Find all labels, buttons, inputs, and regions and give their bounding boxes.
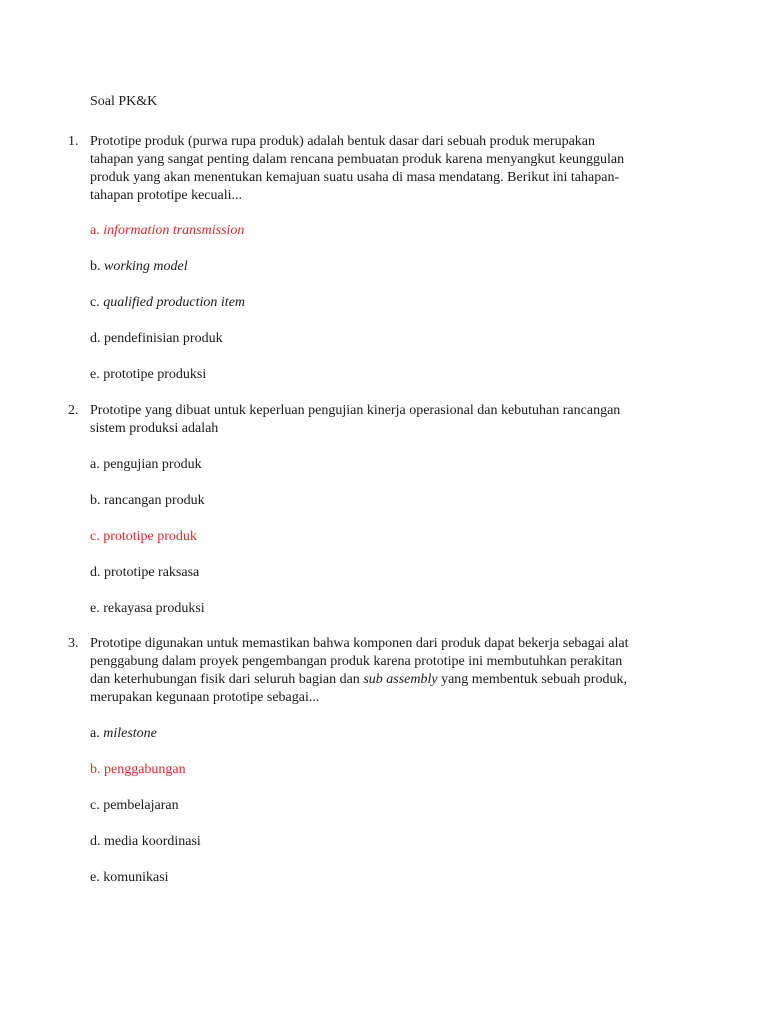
option-letter: b. <box>90 493 101 508</box>
option-text: milestone <box>103 726 157 741</box>
question-1-option-a <box>90 222 244 240</box>
question-3-option-d <box>90 833 201 851</box>
option-letter: c. <box>90 529 100 544</box>
question-2-option-d <box>90 564 199 582</box>
option-letter: d. <box>90 331 101 346</box>
question-1-line: Prototipe produk (purwa rupa produk) adalah bentuk dasar dari sebuah produk merupakan <box>90 134 596 149</box>
question-3-option-c <box>90 797 179 815</box>
option-letter: a. <box>90 726 100 741</box>
option-text: media koordinasi <box>104 834 201 849</box>
question-2-text <box>90 402 680 438</box>
option-letter: b. <box>90 259 101 274</box>
option-letter: e. <box>90 367 100 382</box>
question-1-option-b <box>90 258 188 276</box>
question-3-text <box>90 635 680 707</box>
option-text: rekayasa produksi <box>103 601 205 616</box>
option-letter: d. <box>90 565 101 580</box>
question-2-option-a <box>90 456 202 474</box>
option-text: working model <box>104 259 188 274</box>
question-1-option-c <box>90 294 245 312</box>
option-letter: a. <box>90 223 100 238</box>
question-2-line: Prototipe yang dibuat untuk keperluan pengujian kinerja operasional dan kebutuhan rancangan <box>90 403 621 418</box>
question-2-option-c <box>90 528 197 546</box>
document-title: Soal PK&K <box>90 94 158 109</box>
option-text: prototipe produksi <box>103 367 207 382</box>
option-letter: e. <box>90 601 100 616</box>
question-2-option-b <box>90 492 205 510</box>
question-3-line-part: dan keterhubungan fisik dari seluruh bagian dan <box>90 672 364 687</box>
question-3-italic-term: sub assembly <box>363 672 438 687</box>
option-text: komunikasi <box>103 870 169 885</box>
question-1-number: 1. <box>68 134 79 149</box>
question-3-line-part: yang membentuk sebuah produk, <box>437 672 627 687</box>
option-letter: b. <box>90 762 101 777</box>
option-text: pembelajaran <box>103 798 179 813</box>
option-text: information transmission <box>103 223 245 238</box>
option-letter: c. <box>90 798 100 813</box>
option-text: pengujian produk <box>103 457 202 472</box>
option-text: prototipe raksasa <box>104 565 200 580</box>
question-1-text <box>90 133 680 205</box>
option-letter: e. <box>90 870 100 885</box>
option-text: rancangan produk <box>104 493 205 508</box>
option-letter: c. <box>90 295 100 310</box>
question-3-line: Prototipe digunakan untuk memastikan bahwa komponen dari produk dapat bekerja sebagai alat <box>90 636 629 651</box>
question-1-line: produk yang akan menentukan kemajuan suatu usaha di masa mendatang. Berikut ini tahapan- <box>90 170 620 185</box>
option-text: qualified production item <box>103 295 246 310</box>
question-3-option-a <box>90 725 157 743</box>
option-text: penggabungan <box>104 762 186 777</box>
option-text: prototipe produk <box>103 529 197 544</box>
option-letter: a. <box>90 457 100 472</box>
question-2-option-e <box>90 600 205 618</box>
question-3-line <box>90 671 680 689</box>
question-1-line: tahapan prototipe kecuali... <box>90 188 242 203</box>
question-2-number: 2. <box>68 403 79 418</box>
question-3-option-e <box>90 869 169 887</box>
question-3-number: 3. <box>68 636 79 651</box>
option-letter: d. <box>90 834 101 849</box>
question-1-option-d <box>90 330 223 348</box>
question-1-option-e <box>90 366 206 384</box>
question-3-line: merupakan kegunaan prototipe sebagai... <box>90 690 320 705</box>
question-3-option-b <box>90 761 186 779</box>
question-2-line: sistem produksi adalah <box>90 421 219 436</box>
question-1-line: tahapan yang sangat penting dalam rencana pembuatan produk karena menyangkut keunggulan <box>90 152 625 167</box>
question-3-line: penggabung dalam proyek pengembangan produk karena prototipe ini membutuhkan perakitan <box>90 654 623 669</box>
option-text: pendefinisian produk <box>104 331 223 346</box>
